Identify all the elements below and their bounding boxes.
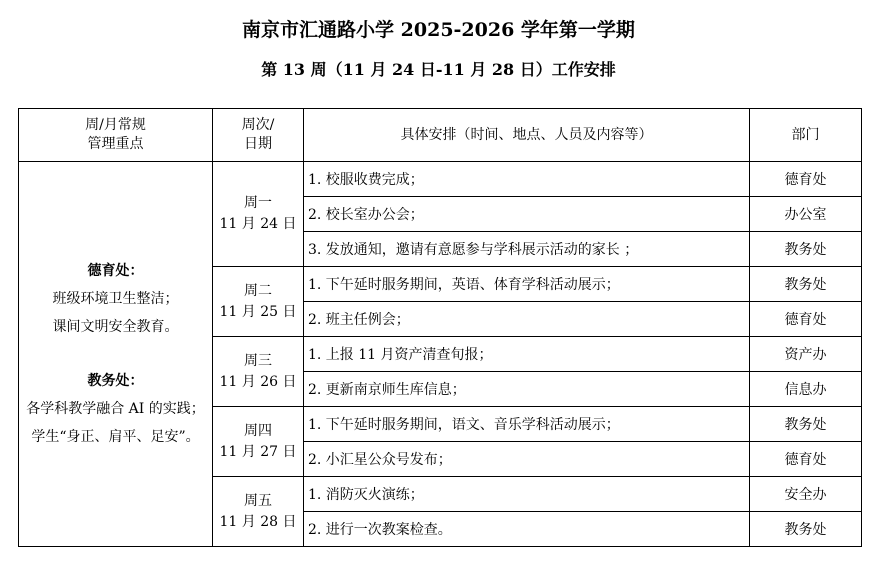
header-dept: 部门	[750, 109, 862, 162]
task-cell: 2. 进行一次教案检查。	[304, 512, 750, 547]
document-subtitle: 第 13 周（11 月 24 日-11 月 28 日）工作安排	[261, 60, 616, 79]
day-weekday: 周四	[244, 422, 272, 439]
focus-group1-title: 德育处：	[87, 263, 144, 279]
dept-cell: 安全办	[750, 477, 862, 512]
day-weekday: 周一	[244, 195, 272, 211]
focus-group1-item: 课间文明安全教育。	[52, 319, 179, 335]
task-cell: 1. 下午延时服务期间，英语、体育学科活动展示；	[304, 267, 750, 302]
day-date: 11 月 28 日	[219, 513, 297, 530]
day-date: 11 月 24 日	[219, 216, 297, 232]
dept-cell: 德育处	[750, 162, 862, 197]
day-cell-wednesday	[213, 337, 304, 407]
dept-cell: 德育处	[750, 302, 862, 337]
dept-cell: 教务处	[750, 267, 862, 302]
day-weekday: 周五	[244, 492, 272, 509]
task-cell: 3. 发放通知，邀请有意愿参与学科展示活动的家长 ；	[304, 232, 750, 267]
day-date: 11 月 25 日	[219, 303, 297, 320]
day-date: 11 月 27 日	[219, 443, 297, 460]
day-cell-tuesday	[213, 267, 304, 337]
dept-cell: 办公室	[750, 197, 862, 232]
header-row	[19, 109, 862, 162]
task-cell: 2. 班主任例会；	[304, 302, 750, 337]
dept-cell: 教务处	[750, 512, 862, 547]
task-cell: 2. 校长室办公会；	[304, 197, 750, 232]
task-cell: 1. 上报 11 月资产清查旬报；	[304, 337, 750, 372]
header-day-line2: 日期	[244, 136, 272, 152]
task-cell: 1. 校服收费完成；	[304, 162, 750, 197]
header-focus	[19, 109, 213, 162]
header-day-line1: 周次/	[241, 117, 275, 133]
task-cell: 1. 消防灭火演练；	[304, 477, 750, 512]
header-focus-line1: 周/月常规	[85, 117, 146, 133]
header-tasks: 具体安排（时间、地点、人员及内容等）	[304, 109, 750, 162]
day-date: 11 月 26 日	[219, 373, 297, 390]
dept-cell: 教务处	[750, 407, 862, 442]
header-focus-line2: 管理重点	[87, 136, 144, 152]
day-cell-friday	[213, 477, 304, 547]
dept-cell: 德育处	[750, 442, 862, 477]
dept-cell: 资产办	[750, 337, 862, 372]
task-cell: 2. 小汇星公众号发布；	[304, 442, 750, 477]
table-row	[19, 162, 862, 197]
focus-group2-item: 各学科教学融合 AI 的实践；	[26, 401, 205, 417]
schedule-table	[18, 108, 862, 547]
dept-cell: 教务处	[750, 232, 862, 267]
task-cell: 2. 更新南京师生库信息；	[304, 372, 750, 407]
document-title: 南京市汇通路小学 2025-2026 学年第一学期	[242, 19, 635, 41]
task-cell: 1. 下午延时服务期间，语文、音乐学科活动展示；	[304, 407, 750, 442]
focus-cell	[19, 162, 213, 547]
day-weekday: 周二	[244, 282, 272, 299]
focus-group2-item: 学生“身正、肩平、足安”。	[31, 429, 200, 445]
focus-group1-item: 班级环境卫生整洁；	[52, 291, 179, 307]
day-cell-monday	[213, 162, 304, 267]
day-weekday: 周三	[244, 352, 272, 369]
header-day	[213, 109, 304, 162]
dept-cell: 信息办	[750, 372, 862, 407]
day-cell-thursday	[213, 407, 304, 477]
focus-spacer	[19, 341, 212, 367]
focus-group2-title: 教务处：	[87, 373, 144, 389]
